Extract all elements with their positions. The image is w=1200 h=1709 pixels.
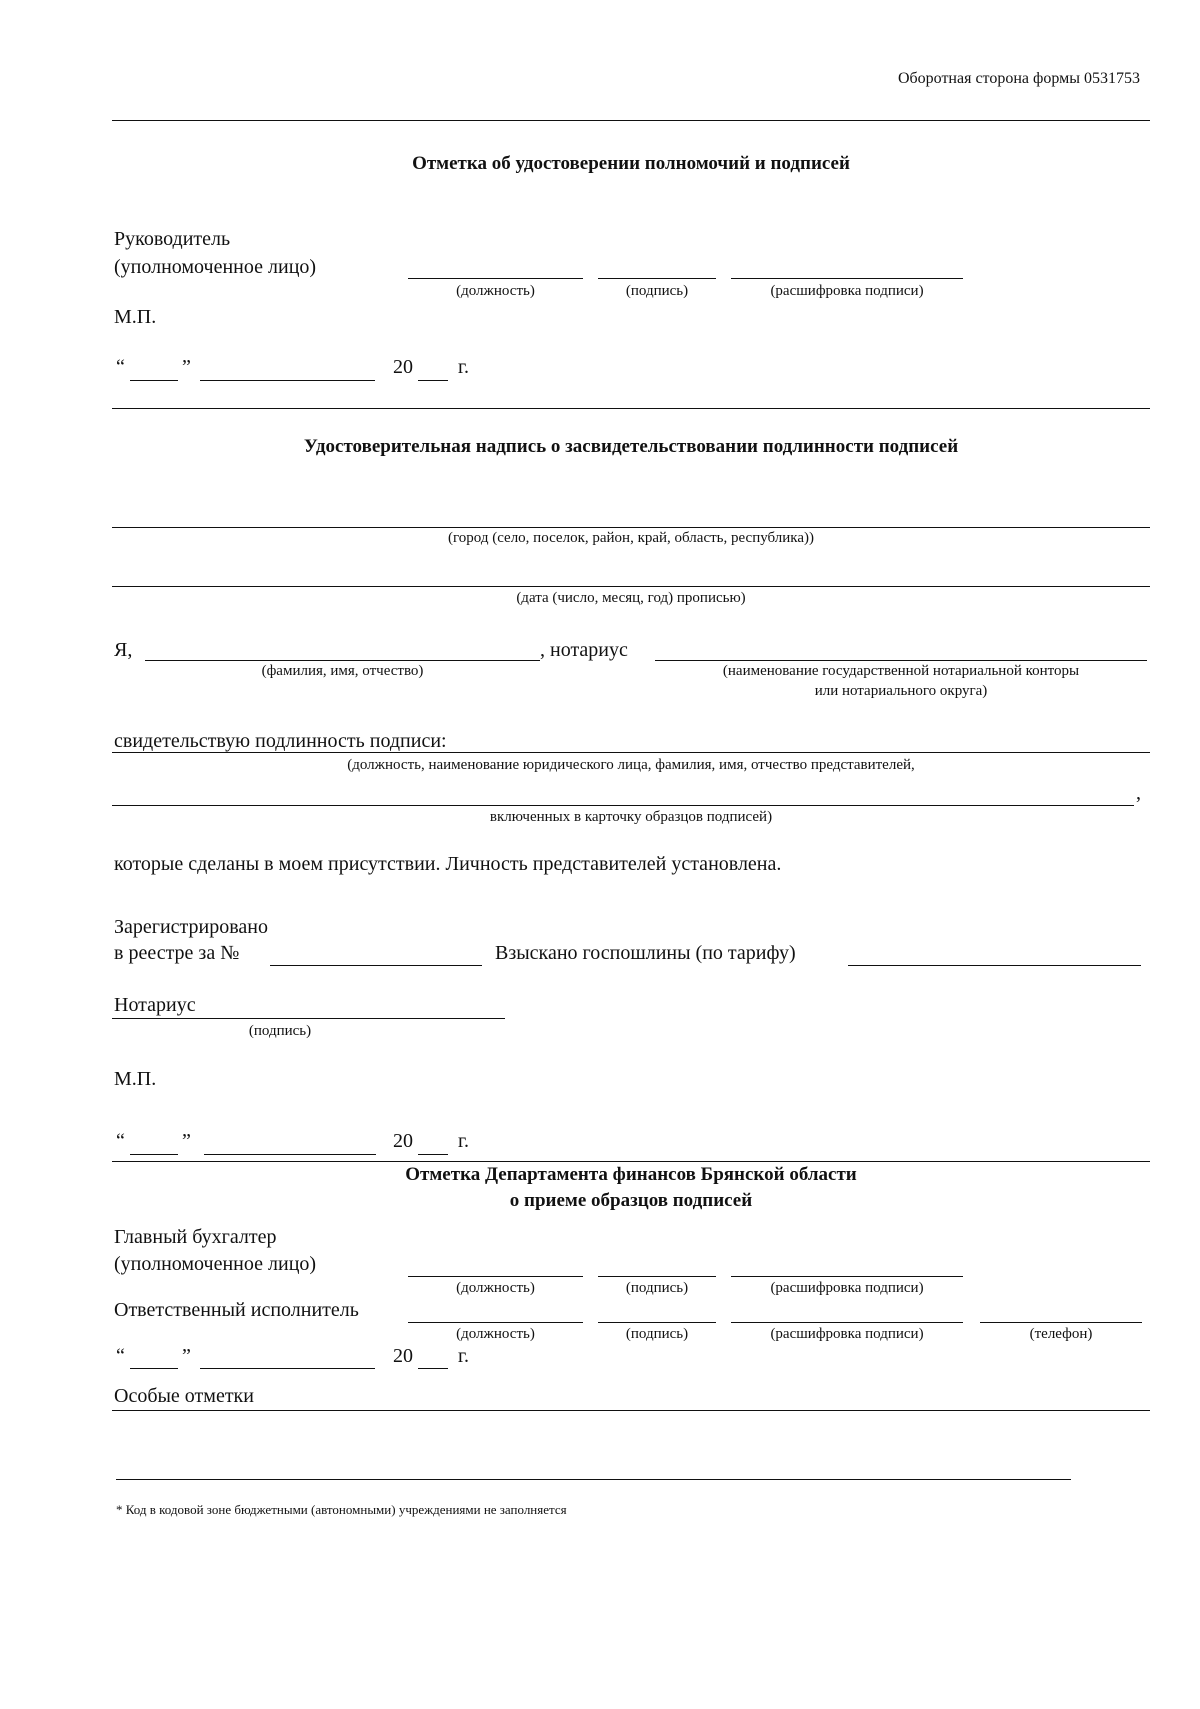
stamp-label-2: М.П. [114,1068,157,1090]
representatives-caption-2: включенных в карточку образцов подписей) [489,809,773,825]
date-month-field[interactable] [200,380,375,381]
executor-phone-field[interactable] [980,1322,1142,1323]
fio-caption: (фамилия, имя, отчество) [261,663,424,679]
section2-title: Удостоверительная надпись о засвидетельствовании подлинности подписей [303,436,959,457]
year-prefix-2: 20 [393,1130,413,1152]
footnote-divider [116,1479,1071,1480]
notary-office-field[interactable] [655,660,1147,661]
date-day-field-2[interactable] [130,1154,178,1155]
executor-label: Ответственный исполнитель [114,1299,359,1321]
section2-divider [112,1161,1150,1162]
head-decoding-caption: (расшифровка подписи) [770,283,924,299]
quote-close: ” [182,356,191,378]
section1-title: Отметка об удостоверении полномочий и подписей [412,153,850,174]
notary-signature-caption: (подпись) [248,1023,312,1039]
header-divider [112,120,1150,121]
date-words-caption: (дата (число, месяц, год) прописью) [516,590,746,606]
chief-label-line2: (уполномоченное лицо) [114,1253,317,1275]
date-year-field-2[interactable] [418,1154,448,1155]
footnote: * Код в кодовой зоне бюджетными (автономными) учреждениями не заполняется [116,1502,567,1517]
representatives-field-1[interactable] [112,752,1150,753]
year-suffix-2: г. [458,1130,469,1152]
notary-office-caption-1: (наименование государственной нотариальной конторы [722,663,1080,679]
notary-office-caption-2: или нотариального округа) [814,683,988,699]
date-year-field[interactable] [418,380,448,381]
head-decoding-field[interactable] [731,278,963,279]
section3-title-line1: Отметка Департамента финансов Брянской области [405,1164,857,1185]
chief-decoding-caption: (расшифровка подписи) [770,1280,924,1296]
representatives-field-2[interactable] [112,805,1134,806]
quote-open: “ [116,356,125,378]
executor-decoding-field[interactable] [731,1322,963,1323]
chief-signature-caption: (подпись) [625,1280,689,1296]
date-day-field[interactable] [130,380,178,381]
special-marks-label: Особые отметки [114,1385,254,1407]
section3-title-line2: о приеме образцов подписей [509,1190,753,1211]
quote-open-3: “ [116,1345,125,1367]
stamp-label: М.П. [114,306,157,328]
head-position-caption: (должность) [456,283,535,299]
representatives-caption-1: (должность, наименование юридического лица, фамилия, имя, отчество представителей, [347,757,915,773]
date-month-field-2[interactable] [204,1154,376,1155]
fio-field[interactable] [145,660,540,661]
chief-position-field[interactable] [408,1276,583,1277]
quote-open-2: “ [116,1130,125,1152]
registry-number-field[interactable] [270,965,482,966]
quote-close-2: ” [182,1130,191,1152]
executor-position-caption: (должность) [456,1326,535,1342]
chief-decoding-field[interactable] [731,1276,963,1277]
chief-signature-field[interactable] [598,1276,716,1277]
notary-label: , нотариус [540,639,628,661]
quote-close-3: ” [182,1345,191,1367]
place-field[interactable] [112,527,1150,528]
section1-divider [112,408,1150,409]
duty-amount-field[interactable] [848,965,1141,966]
special-marks-field[interactable] [112,1410,1150,1411]
date-words-field[interactable] [112,586,1150,587]
place-caption: (город (село, поселок, район, край, область, республика)) [447,530,814,546]
head-label-line2: (уполномоченное лицо) [114,256,317,278]
notary-sign-label: Нотариус [114,994,196,1016]
date-month-field-3[interactable] [200,1368,375,1369]
certify-label: свидетельствую подлинность подписи: [114,730,447,752]
notary-signature-field[interactable] [112,1018,505,1019]
year-prefix: 20 [393,356,413,378]
executor-signature-caption: (подпись) [625,1326,689,1342]
year-suffix-3: г. [458,1345,469,1367]
registered-label-2: в реестре за № [114,942,240,964]
form-reverse-label: Оборотная сторона формы 0531753 [897,70,1140,87]
executor-decoding-caption: (расшифровка подписи) [770,1326,924,1342]
chief-label-line1: Главный бухгалтер [114,1226,277,1248]
i-label: Я, [114,639,133,661]
date-year-field-3[interactable] [418,1368,448,1369]
date-day-field-3[interactable] [130,1368,178,1369]
year-suffix: г. [458,356,469,378]
head-position-field[interactable] [408,278,583,279]
presence-text: которые сделаны в моем присутствии. Личность представителей установлена. [114,853,782,875]
year-prefix-3: 20 [393,1345,413,1367]
registered-label-1: Зарегистрировано [114,916,269,938]
head-signature-field[interactable] [598,278,716,279]
duty-label: Взыскано госпошлины (по тарифу) [495,942,796,964]
head-label-line1: Руководитель [114,228,231,250]
executor-phone-caption: (телефон) [1029,1326,1093,1342]
representatives-comma: , [1136,782,1141,804]
chief-position-caption: (должность) [456,1280,535,1296]
head-signature-caption: (подпись) [625,283,689,299]
executor-position-field[interactable] [408,1322,583,1323]
executor-signature-field[interactable] [598,1322,716,1323]
